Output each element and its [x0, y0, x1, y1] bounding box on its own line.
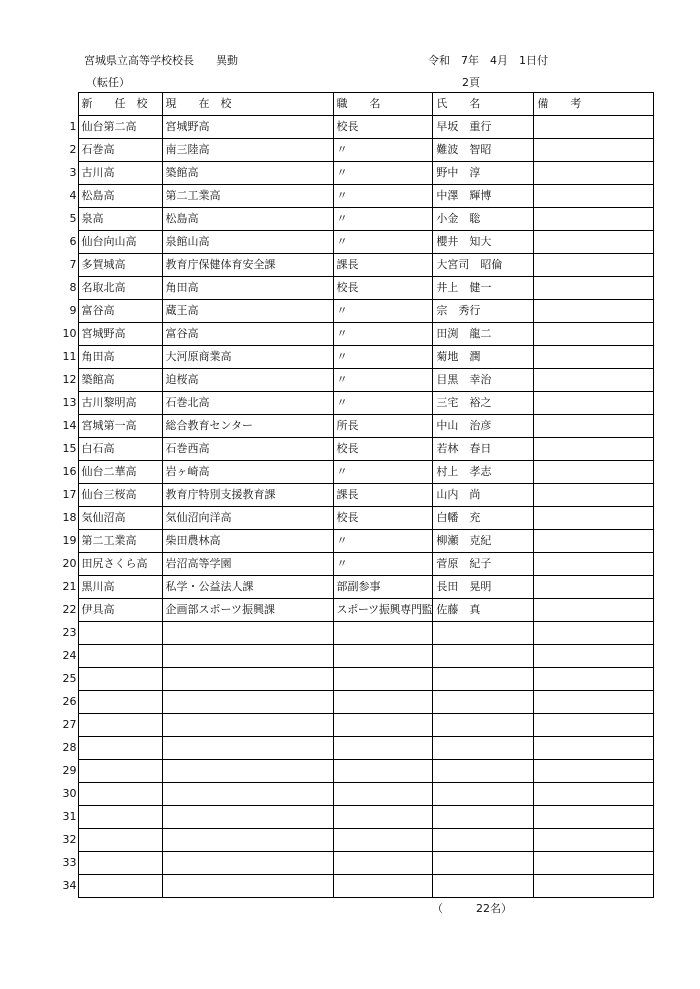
- current-school-cell: 柴田農林高: [162, 530, 333, 553]
- table-row: [62, 760, 654, 783]
- row-number: 22: [62, 603, 77, 616]
- new-school-cell: [78, 645, 162, 668]
- current-school-cell: [162, 691, 333, 714]
- remarks-cell: [534, 185, 654, 208]
- remarks-cell: [534, 208, 654, 231]
- table-row: [62, 323, 654, 346]
- remarks-cell: [534, 231, 654, 254]
- position-cell: [333, 668, 433, 691]
- position-cell: 校長: [333, 438, 433, 461]
- name-cell: 井上 健一: [433, 277, 534, 300]
- new-school-cell: 田尻さくら高: [78, 553, 162, 576]
- position-cell: [333, 622, 433, 645]
- position-cell: 所長: [333, 415, 433, 438]
- table-row: [62, 507, 654, 530]
- name-cell: 山内 尚: [433, 484, 534, 507]
- position-cell: 校長: [333, 507, 433, 530]
- row-number: 4: [69, 189, 77, 202]
- position-cell: スポーツ振興専門監: [333, 599, 433, 622]
- current-school-cell: 総合教育センター: [162, 415, 333, 438]
- remarks-cell: [534, 139, 654, 162]
- row-number: 30: [62, 787, 77, 800]
- current-school-cell: 気仙沼向洋高: [162, 507, 333, 530]
- new-school-cell: 石巻高: [78, 139, 162, 162]
- table-row: [62, 875, 654, 898]
- row-number: 23: [62, 626, 77, 639]
- name-cell: 大宮司 昭倫: [433, 254, 534, 277]
- name-cell: [433, 737, 534, 760]
- table-row: [62, 346, 654, 369]
- remarks-cell: [534, 254, 654, 277]
- new-school-cell: [78, 875, 162, 898]
- position-cell: [333, 875, 433, 898]
- row-number: 21: [62, 580, 77, 593]
- new-school-cell: [78, 622, 162, 645]
- row-number: 11: [62, 350, 77, 363]
- remarks-cell: [534, 875, 654, 898]
- remarks-cell: [534, 553, 654, 576]
- table-row: [62, 783, 654, 806]
- position-cell: 〃: [333, 208, 433, 231]
- remarks-cell: [534, 599, 654, 622]
- current-school-cell: [162, 622, 333, 645]
- table-row: [62, 668, 654, 691]
- row-number: 8: [69, 281, 77, 294]
- table-row: [62, 484, 654, 507]
- new-school-cell: 第二工業高: [78, 530, 162, 553]
- new-school-cell: 泉高: [78, 208, 162, 231]
- position-cell: 〃: [333, 300, 433, 323]
- new-school-cell: 古川黎明高: [78, 392, 162, 415]
- row-number: 7: [69, 258, 77, 271]
- table-row: [62, 553, 654, 576]
- position-cell: [333, 783, 433, 806]
- new-school-cell: [78, 714, 162, 737]
- row-number: 29: [62, 764, 77, 777]
- table-row: [62, 622, 654, 645]
- row-number: 26: [62, 695, 77, 708]
- name-cell: 田渕 龍二: [433, 323, 534, 346]
- current-school-cell: 教育庁特別支援教育課: [162, 484, 333, 507]
- row-number: 32: [62, 833, 77, 846]
- position-cell: 課長: [333, 484, 433, 507]
- remarks-cell: [534, 438, 654, 461]
- new-school-cell: 白石高: [78, 438, 162, 461]
- table-row: [62, 438, 654, 461]
- position-cell: 課長: [333, 254, 433, 277]
- position-cell: 〃: [333, 461, 433, 484]
- table-row: [62, 139, 654, 162]
- transfer-category: （転任）: [86, 76, 130, 89]
- remarks-cell: [534, 760, 654, 783]
- new-school-cell: 気仙沼高: [78, 507, 162, 530]
- remarks-cell: [534, 622, 654, 645]
- remarks-cell: [534, 530, 654, 553]
- document-title: 宮城県立高等学校校長 異動: [84, 54, 238, 67]
- total-count: （ 22名）: [432, 902, 512, 915]
- remarks-cell: [534, 852, 654, 875]
- name-cell: 櫻井 知大: [433, 231, 534, 254]
- name-cell: 中山 治彦: [433, 415, 534, 438]
- table-row: [62, 599, 654, 622]
- row-number-header: [62, 93, 78, 116]
- current-school-cell: 松島高: [162, 208, 333, 231]
- current-school-cell: 私学・公益法人課: [162, 576, 333, 599]
- current-school-cell: 石巻北高: [162, 392, 333, 415]
- position-cell: 〃: [333, 139, 433, 162]
- current-school-cell: [162, 852, 333, 875]
- new-school-cell: 松島高: [78, 185, 162, 208]
- name-cell: 小金 聡: [433, 208, 534, 231]
- new-school-cell: [78, 760, 162, 783]
- row-number: 6: [69, 235, 77, 248]
- new-school-cell: 名取北高: [78, 277, 162, 300]
- new-school-cell: 築館高: [78, 369, 162, 392]
- remarks-cell: [534, 806, 654, 829]
- new-school-cell: 古川高: [78, 162, 162, 185]
- remarks-cell: [534, 392, 654, 415]
- name-cell: [433, 875, 534, 898]
- row-number: 15: [62, 442, 77, 455]
- new-school-cell: 仙台三桜高: [78, 484, 162, 507]
- current-school-cell: 築館高: [162, 162, 333, 185]
- name-cell: [433, 852, 534, 875]
- name-cell: 早坂 重行: [433, 116, 534, 139]
- new-school-header: 新 任 校: [78, 93, 162, 116]
- table-row: [62, 254, 654, 277]
- row-number: 33: [62, 856, 77, 869]
- row-number: 12: [62, 373, 77, 386]
- remarks-cell: [534, 323, 654, 346]
- table-row: [62, 829, 654, 852]
- position-cell: [333, 645, 433, 668]
- position-cell: 〃: [333, 392, 433, 415]
- table-row: [62, 392, 654, 415]
- position-cell: 〃: [333, 323, 433, 346]
- new-school-cell: 仙台二華高: [78, 461, 162, 484]
- table-row: [62, 369, 654, 392]
- current-school-cell: 蔵王高: [162, 300, 333, 323]
- current-school-cell: 教育庁保健体育安全課: [162, 254, 333, 277]
- current-school-cell: 泉館山高: [162, 231, 333, 254]
- table-row: [62, 852, 654, 875]
- new-school-cell: [78, 668, 162, 691]
- position-cell: [333, 714, 433, 737]
- position-cell: [333, 829, 433, 852]
- remarks-cell: [534, 116, 654, 139]
- new-school-cell: [78, 829, 162, 852]
- remarks-cell: [534, 369, 654, 392]
- name-cell: [433, 668, 534, 691]
- remarks-cell: [534, 507, 654, 530]
- row-number: 31: [62, 810, 77, 823]
- remarks-cell: [534, 714, 654, 737]
- table-row: [62, 576, 654, 599]
- row-number: 5: [69, 212, 77, 225]
- name-cell: 柳瀬 克紀: [433, 530, 534, 553]
- remarks-cell: [534, 300, 654, 323]
- row-number: 10: [62, 327, 77, 340]
- row-number: 2: [69, 143, 77, 156]
- row-number: 9: [69, 304, 77, 317]
- table-row: [62, 461, 654, 484]
- row-number: 3: [69, 166, 77, 179]
- current-school-cell: [162, 875, 333, 898]
- position-cell: [333, 852, 433, 875]
- table-row: [62, 300, 654, 323]
- current-school-cell: [162, 783, 333, 806]
- remarks-cell: [534, 162, 654, 185]
- remarks-cell: [534, 576, 654, 599]
- name-cell: 目黒 幸治: [433, 369, 534, 392]
- row-number: 20: [62, 557, 77, 570]
- current-school-cell: 南三陸高: [162, 139, 333, 162]
- remarks-cell: [534, 346, 654, 369]
- new-school-cell: [78, 737, 162, 760]
- position-cell: [333, 760, 433, 783]
- remarks-cell: [534, 461, 654, 484]
- row-number: 25: [62, 672, 77, 685]
- table-row: [62, 231, 654, 254]
- table-row: [62, 185, 654, 208]
- position-cell: 〃: [333, 346, 433, 369]
- remarks-cell: [534, 829, 654, 852]
- name-cell: 村上 孝志: [433, 461, 534, 484]
- new-school-cell: 仙台第二高: [78, 116, 162, 139]
- current-school-cell: 大河原商業高: [162, 346, 333, 369]
- position-cell: 〃: [333, 369, 433, 392]
- new-school-cell: [78, 691, 162, 714]
- table-row: [62, 208, 654, 231]
- position-cell: 〃: [333, 185, 433, 208]
- new-school-cell: [78, 852, 162, 875]
- name-cell: 若林 春日: [433, 438, 534, 461]
- position-cell: 校長: [333, 116, 433, 139]
- current-school-cell: [162, 737, 333, 760]
- table-body: [62, 116, 654, 898]
- position-cell: [333, 737, 433, 760]
- position-cell: 〃: [333, 231, 433, 254]
- position-cell: [333, 691, 433, 714]
- name-cell: [433, 760, 534, 783]
- current-school-cell: 宮城野高: [162, 116, 333, 139]
- page-number: 2頁: [462, 76, 480, 89]
- row-number: 19: [62, 534, 77, 547]
- name-cell: [433, 691, 534, 714]
- table-row: [62, 162, 654, 185]
- name-cell: 野中 淳: [433, 162, 534, 185]
- new-school-cell: 角田高: [78, 346, 162, 369]
- new-school-cell: 伊具高: [78, 599, 162, 622]
- effective-date: 令和 7年 4月 1日付: [428, 54, 548, 67]
- remarks-cell: [534, 415, 654, 438]
- row-number: 34: [62, 879, 77, 892]
- row-number: 13: [62, 396, 77, 409]
- name-cell: 白幡 充: [433, 507, 534, 530]
- name-cell: 三宅 裕之: [433, 392, 534, 415]
- position-cell: 部副参事: [333, 576, 433, 599]
- row-number: 28: [62, 741, 77, 754]
- new-school-cell: [78, 783, 162, 806]
- name-cell: 菅原 紀子: [433, 553, 534, 576]
- new-school-cell: 富谷高: [78, 300, 162, 323]
- current-school-cell: 岩ヶ崎高: [162, 461, 333, 484]
- name-cell: 宗 秀行: [433, 300, 534, 323]
- current-school-cell: [162, 714, 333, 737]
- position-header: 職 名: [333, 93, 433, 116]
- name-cell: 長田 晃明: [433, 576, 534, 599]
- position-cell: 〃: [333, 530, 433, 553]
- position-cell: 校長: [333, 277, 433, 300]
- name-header: 氏 名: [433, 93, 534, 116]
- name-cell: [433, 622, 534, 645]
- row-number: 1: [69, 120, 77, 133]
- row-number: 24: [62, 649, 77, 662]
- name-cell: 難波 智昭: [433, 139, 534, 162]
- new-school-cell: [78, 806, 162, 829]
- position-cell: 〃: [333, 162, 433, 185]
- remarks-cell: [534, 645, 654, 668]
- table-row: [62, 714, 654, 737]
- new-school-cell: 黒川高: [78, 576, 162, 599]
- current-school-cell: 富谷高: [162, 323, 333, 346]
- row-number: 14: [62, 419, 77, 432]
- remarks-cell: [534, 691, 654, 714]
- current-school-cell: [162, 668, 333, 691]
- position-cell: 〃: [333, 553, 433, 576]
- current-school-cell: 石巻西高: [162, 438, 333, 461]
- remarks-header: 備 考: [534, 93, 654, 116]
- position-cell: [333, 806, 433, 829]
- table-row: [62, 530, 654, 553]
- name-cell: 菊地 潤: [433, 346, 534, 369]
- new-school-cell: 多賀城高: [78, 254, 162, 277]
- remarks-cell: [534, 484, 654, 507]
- current-school-cell: 企画部スポーツ振興課: [162, 599, 333, 622]
- table-row: [62, 691, 654, 714]
- name-cell: 中澤 輝博: [433, 185, 534, 208]
- remarks-cell: [534, 783, 654, 806]
- table-row: [62, 277, 654, 300]
- remarks-cell: [534, 737, 654, 760]
- table-row: [62, 806, 654, 829]
- current-school-cell: 第二工業高: [162, 185, 333, 208]
- current-school-cell: [162, 829, 333, 852]
- name-cell: [433, 783, 534, 806]
- current-school-cell: [162, 645, 333, 668]
- current-school-header: 現 在 校: [162, 93, 333, 116]
- name-cell: [433, 645, 534, 668]
- table-header-row: [62, 93, 654, 116]
- current-school-cell: 角田高: [162, 277, 333, 300]
- new-school-cell: 仙台向山高: [78, 231, 162, 254]
- remarks-cell: [534, 277, 654, 300]
- new-school-cell: 宮城第一高: [78, 415, 162, 438]
- row-number: 17: [62, 488, 77, 501]
- current-school-cell: [162, 760, 333, 783]
- current-school-cell: [162, 806, 333, 829]
- name-cell: [433, 714, 534, 737]
- new-school-cell: 宮城野高: [78, 323, 162, 346]
- name-cell: [433, 806, 534, 829]
- table-row: [62, 116, 654, 139]
- personnel-table: [62, 92, 654, 898]
- remarks-cell: [534, 668, 654, 691]
- table-row: [62, 645, 654, 668]
- row-number: 18: [62, 511, 77, 524]
- table-row: [62, 415, 654, 438]
- current-school-cell: 岩沼高等学園: [162, 553, 333, 576]
- row-number: 16: [62, 465, 77, 478]
- name-cell: [433, 829, 534, 852]
- table-row: [62, 737, 654, 760]
- row-number: 27: [62, 718, 77, 731]
- name-cell: 佐藤 真: [433, 599, 534, 622]
- current-school-cell: 迫桜高: [162, 369, 333, 392]
